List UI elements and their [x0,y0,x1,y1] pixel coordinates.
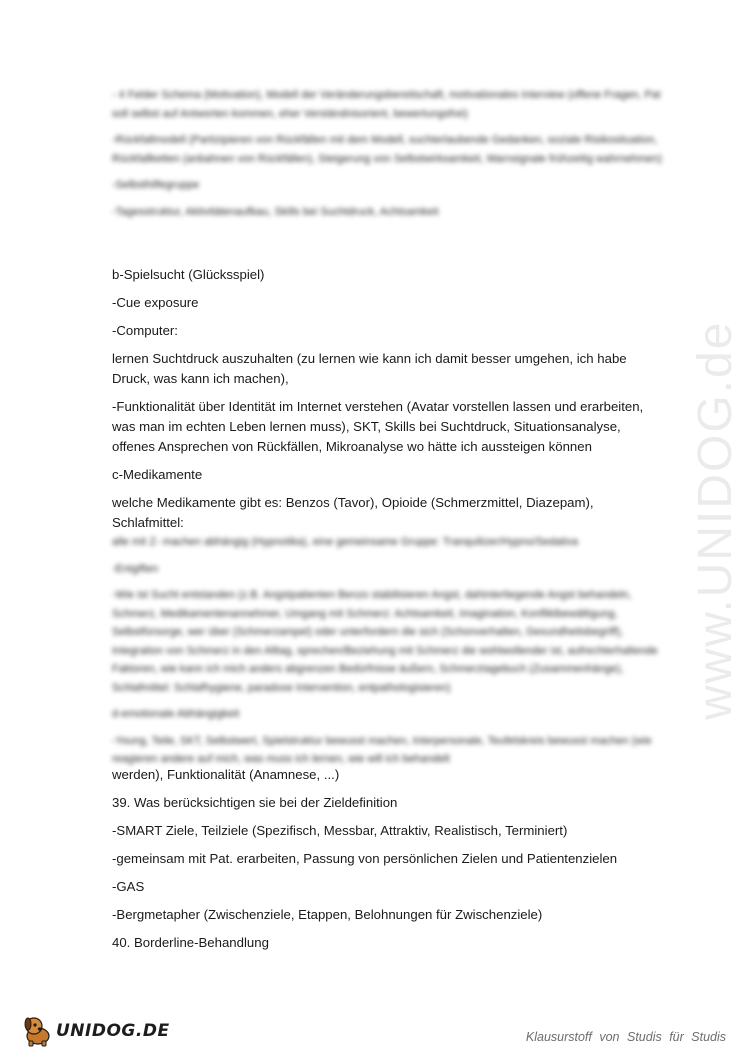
paragraph-blurred-part: -Young, Teile, SKT, Selbstwert, Spielstruktur bewusst machen, Interpersonale, Teufelskreis bewusst machen (wie reagieren andere auf mich, was muss ich lernen, wie will ich behandelt [112,734,652,765]
dog-icon [20,1014,54,1048]
paragraph-mixed [112,732,664,785]
question-40: 40. Borderline-Behandlung [112,934,269,950]
paragraph-blurred: -Tagesstruktur, Aktivitätenaufbau, Skills bei Suchtdruck, Achtsamkeit [112,205,439,218]
footer-tagline: Klausurstoff von Studis für Studis [525,1030,726,1044]
paragraph: -Funktionalität über Identität im Internet verstehen (Avatar vorstellen lassen und erarbeiten, was man im echten Leben lernen muss), SKT, Skills bei Suchtdruck, Situationsanalyse, offenes Ansprechen von Rückfällen, Mikroanalyse wo hätte ich aussteigen können [112,399,644,454]
question-39: 39. Was berücksichtigen sie bei der Zieldefinition [112,794,398,810]
paragraph: -Cue exposure [112,295,199,310]
document-body [112,86,664,961]
paragraph-blurred: - 4 Felder Schema (Motivation), Modell der Veränderungsbereitschaft, motivationales Interview (offene Fragen, Pat soll selbst auf Antworten kommen, eher Verständnisorient, bewertungsfrei) [112,89,661,120]
watermark: www.UNIDOG.de [689,320,742,720]
paragraph-blurred: -Wie ist Sucht entstanden (z.B. Angstpatienten Benzo stabilisieren Angst, dahinterliegende Angst behandeln, Schmerz, Medikamentenannehmer, Umgang mit Schmerz: Achtsamkeit, Imagination, Konfliktbewältigung, Selbstfürsorge, wer über (Schmerzampel) oder unterfordern die sich (Schonverhalten, Gesundheitsbegriff), Integration von Schmerz in den Alltag, sprechen/Beziehung mit Schmerz die wohlwollender ist, aufrechterhaltende Faktoren, wie kann ich mich anders abgrenzen Bedürfnisse äußern, Schmerztagebuch (Zusammenhänge), Schlafmittel: Schlafhygiene, paradoxe Intervention, entpathologisieren) [112,589,658,694]
paragraph-blurred: -Entgiften [112,562,159,575]
paragraph-clear-part: werden), Funktionalität (Anamnese, ...) [112,766,340,782]
paragraph: -SMART Ziele, Teilziele (Spezifisch, Messbar, Attraktiv, Realistisch, Terminiert) [112,822,568,838]
paragraph-blurred: d-emotionale Abhängigkeit [112,708,240,720]
paragraph: lernen Suchtdruck auszuhalten (zu lernen wie kann ich damit besser umgehen, ich habe Druck, was kann ich machen), [112,351,627,386]
heading-medikamente: c-Medikamente [112,467,203,482]
paragraph-gap [112,229,664,265]
paragraph-clear-part: welche Medikamente gibt es: Benzos (Tavor), Opioide (Schmerzmittel, Diazepam), Schlafmittel: [112,495,594,530]
paragraph-blurred-part: alle mit Z- machen abhängig (Hypnotika), eine gemeinsame Gruppe: Tranquilizer/Hypno/Sedativa [112,536,579,548]
paragraph: -gemeinsam mit Pat. erarbeiten, Passung von persönlichen Zielen und Patientenzielen [112,850,618,866]
paragraph: -Bergmetapher (Zwischenziele, Etappen, Belohnungen für Zwischenziele) [112,906,543,922]
footer-logo[interactable] [20,1014,170,1048]
paragraph: -GAS [112,878,145,894]
heading-spielsucht: b-Spielsucht (Glücksspiel) [112,267,265,282]
paragraph-blurred: -Rückfallmodell (Partizipieren von Rückfällen mit dem Modell, suchterlaubende Gedanken, soziale Risikosituation, Rückfallketten (anbahnen von Rückfällen), Steigerung von Selbstwirksamkeit, Warnsignale frühzeitig wahrnehmen) [112,134,662,165]
paragraph-mixed [112,493,664,552]
paragraph-blurred: -Selbsthilfegruppe [112,179,200,191]
paragraph: -Computer: [112,323,178,338]
logo-text: UNIDOG.DE [56,1021,170,1041]
